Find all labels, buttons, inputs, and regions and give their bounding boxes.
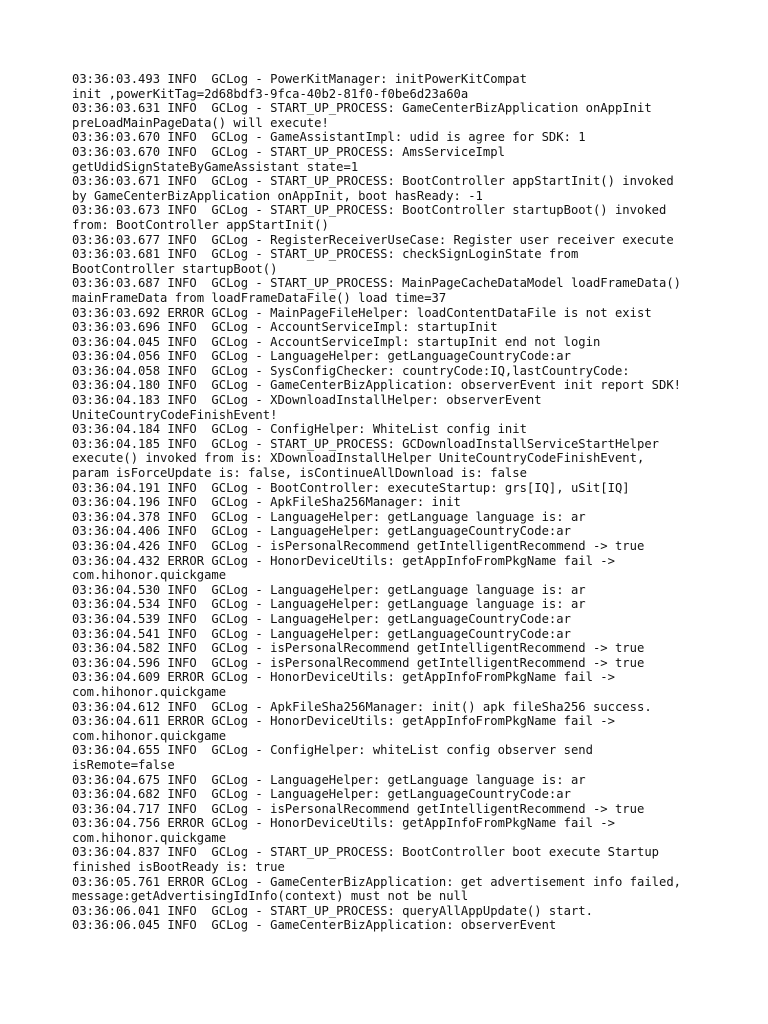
log-line: 03:36:04.756 ERROR GCLog - HonorDeviceUtils: getAppInfoFromPkgName fail -> (72, 816, 615, 831)
log-line: 03:36:03.670 INFO GCLog - GameAssistantImpl: udid is agree for SDK: 1 (72, 130, 586, 145)
log-line: 03:36:04.541 INFO GCLog - LanguageHelper: getLanguageCountryCode:ar (72, 626, 571, 641)
log-line: com.hihonor.quickgame (72, 728, 227, 743)
log-line: 03:36:04.058 INFO GCLog - SysConfigChecker: countryCode:IQ,lastCountryCode: (72, 363, 630, 378)
log-line: finished isBootReady is: true (72, 860, 285, 875)
log-line: 03:36:04.596 INFO GCLog - isPersonalRecommend getIntelligentRecommend -> true (72, 655, 645, 670)
log-line: 03:36:04.682 INFO GCLog - LanguageHelper: getLanguageCountryCode:ar (72, 787, 571, 802)
log-line: 03:36:06.041 INFO GCLog - START_UP_PROCESS: queryAllAppUpdate() start. (72, 903, 593, 918)
log-line: 03:36:03.692 ERROR GCLog - MainPageFileHelper: loadContentDataFile is not exist (72, 305, 652, 320)
log-line: 03:36:04.196 INFO GCLog - ApkFileSha256Manager: init (72, 495, 461, 510)
log-line: isRemote=false (72, 757, 175, 772)
log-line: 03:36:03.696 INFO GCLog - AccountServiceImpl: startupInit (72, 320, 498, 335)
log-line: message:getAdvertisingIdInfo(context) must not be null (72, 889, 469, 904)
log-line: 03:36:04.378 INFO GCLog - LanguageHelper: getLanguage language is: ar (72, 509, 586, 524)
log-line: 03:36:03.631 INFO GCLog - START_UP_PROCESS: GameCenterBizApplication onAppInit (72, 101, 652, 116)
log-line: 03:36:04.612 INFO GCLog - ApkFileSha256Manager: init() apk fileSha256 success. (72, 699, 652, 714)
log-line: 03:36:03.687 INFO GCLog - START_UP_PROCESS: MainPageCacheDataModel loadFrameData() (72, 276, 682, 291)
log-line: getUdidSignStateByGameAssistant state=1 (72, 159, 359, 174)
log-line: 03:36:04.184 INFO GCLog - ConfigHelper: WhiteList config init (72, 422, 527, 437)
log-line: mainFrameData from loadFrameDataFile() load time=37 (72, 290, 447, 305)
log-line: by GameCenterBizApplication onAppInit, boot hasReady: -1 (72, 188, 483, 203)
log-line: 03:36:03.677 INFO GCLog - RegisterReceiverUseCase: Register user receiver execute (72, 232, 674, 247)
log-line: 03:36:05.761 ERROR GCLog - GameCenterBizApplication: get advertisement info failed, (72, 874, 682, 889)
log-line: 03:36:04.609 ERROR GCLog - HonorDeviceUtils: getAppInfoFromPkgName fail -> (72, 670, 615, 685)
log-line: 03:36:04.183 INFO GCLog - XDownloadInstallHelper: observerEvent (72, 393, 542, 408)
log-line: 03:36:04.582 INFO GCLog - isPersonalRecommend getIntelligentRecommend -> true (72, 641, 645, 656)
log-line: 03:36:04.406 INFO GCLog - LanguageHelper: getLanguageCountryCode:ar (72, 524, 571, 539)
log-line: 03:36:04.675 INFO GCLog - LanguageHelper: getLanguage language is: ar (72, 772, 586, 787)
log-line: init ,powerKitTag=2d68bdf3-9fca-40b2-81f0-f0be6d23a60a (72, 86, 469, 101)
log-line: 03:36:03.671 INFO GCLog - START_UP_PROCESS: BootController appStartInit() invoked (72, 174, 674, 189)
log-line: 03:36:04.539 INFO GCLog - LanguageHelper: getLanguageCountryCode:ar (72, 611, 571, 626)
log-line: 03:36:04.432 ERROR GCLog - HonorDeviceUtils: getAppInfoFromPkgName fail -> (72, 553, 615, 568)
log-line: 03:36:03.493 INFO GCLog - PowerKitManager: initPowerKitCompat (72, 72, 527, 86)
log-line: 03:36:04.191 INFO GCLog - BootController: executeStartup: grs[IQ], uSit[IQ] (72, 480, 630, 495)
log-line: 03:36:04.056 INFO GCLog - LanguageHelper: getLanguageCountryCode:ar (72, 349, 571, 364)
log-line: 03:36:03.673 INFO GCLog - START_UP_PROCESS: BootController startupBoot() invoked (72, 203, 667, 218)
log-line: preLoadMainPageData() will execute! (72, 115, 329, 130)
log-line: 03:36:04.717 INFO GCLog - isPersonalRecommend getIntelligentRecommend -> true (72, 801, 645, 816)
log-line: param isForceUpdate is: false, isContinueAllDownload is: false (72, 466, 527, 481)
log-line: UniteCountryCodeFinishEvent! (72, 407, 278, 422)
log-line: 03:36:04.655 INFO GCLog - ConfigHelper: whiteList config observer send (72, 743, 593, 758)
log-line: 03:36:03.681 INFO GCLog - START_UP_PROCESS: checkSignLoginState from (72, 247, 579, 262)
log-line: BootController startupBoot() (72, 261, 278, 276)
log-line: 03:36:04.180 INFO GCLog - GameCenterBizApplication: observerEvent init report SDK! (72, 378, 682, 393)
log-line: execute() invoked from is: XDownloadInstallHelper UniteCountryCodeFinishEvent, (72, 451, 645, 466)
log-line: 03:36:04.534 INFO GCLog - LanguageHelper: getLanguage language is: ar (72, 597, 586, 612)
log-line: 03:36:06.045 INFO GCLog - GameCenterBizApplication: observerEvent (72, 918, 557, 933)
log-line: 03:36:04.045 INFO GCLog - AccountServiceImpl: startupInit end not login (72, 334, 601, 349)
log-line: com.hihonor.quickgame (72, 684, 227, 699)
log-document (72, 72, 712, 933)
log-line: 03:36:03.670 INFO GCLog - START_UP_PROCESS: AmsServiceImpl (72, 144, 505, 159)
log-line: 03:36:04.530 INFO GCLog - LanguageHelper: getLanguage language is: ar (72, 582, 586, 597)
log-line: 03:36:04.185 INFO GCLog - START_UP_PROCESS: GCDownloadInstallServiceStartHelper (72, 436, 659, 451)
log-line: com.hihonor.quickgame (72, 568, 227, 583)
log-line: com.hihonor.quickgame (72, 830, 227, 845)
log-line: 03:36:04.426 INFO GCLog - isPersonalRecommend getIntelligentRecommend -> true (72, 539, 645, 553)
log-line: from: BootController appStartInit() (72, 217, 329, 232)
log-line: 03:36:04.611 ERROR GCLog - HonorDeviceUtils: getAppInfoFromPkgName fail -> (72, 714, 615, 729)
log-line: 03:36:04.837 INFO GCLog - START_UP_PROCESS: BootController boot execute Startup (72, 845, 659, 860)
